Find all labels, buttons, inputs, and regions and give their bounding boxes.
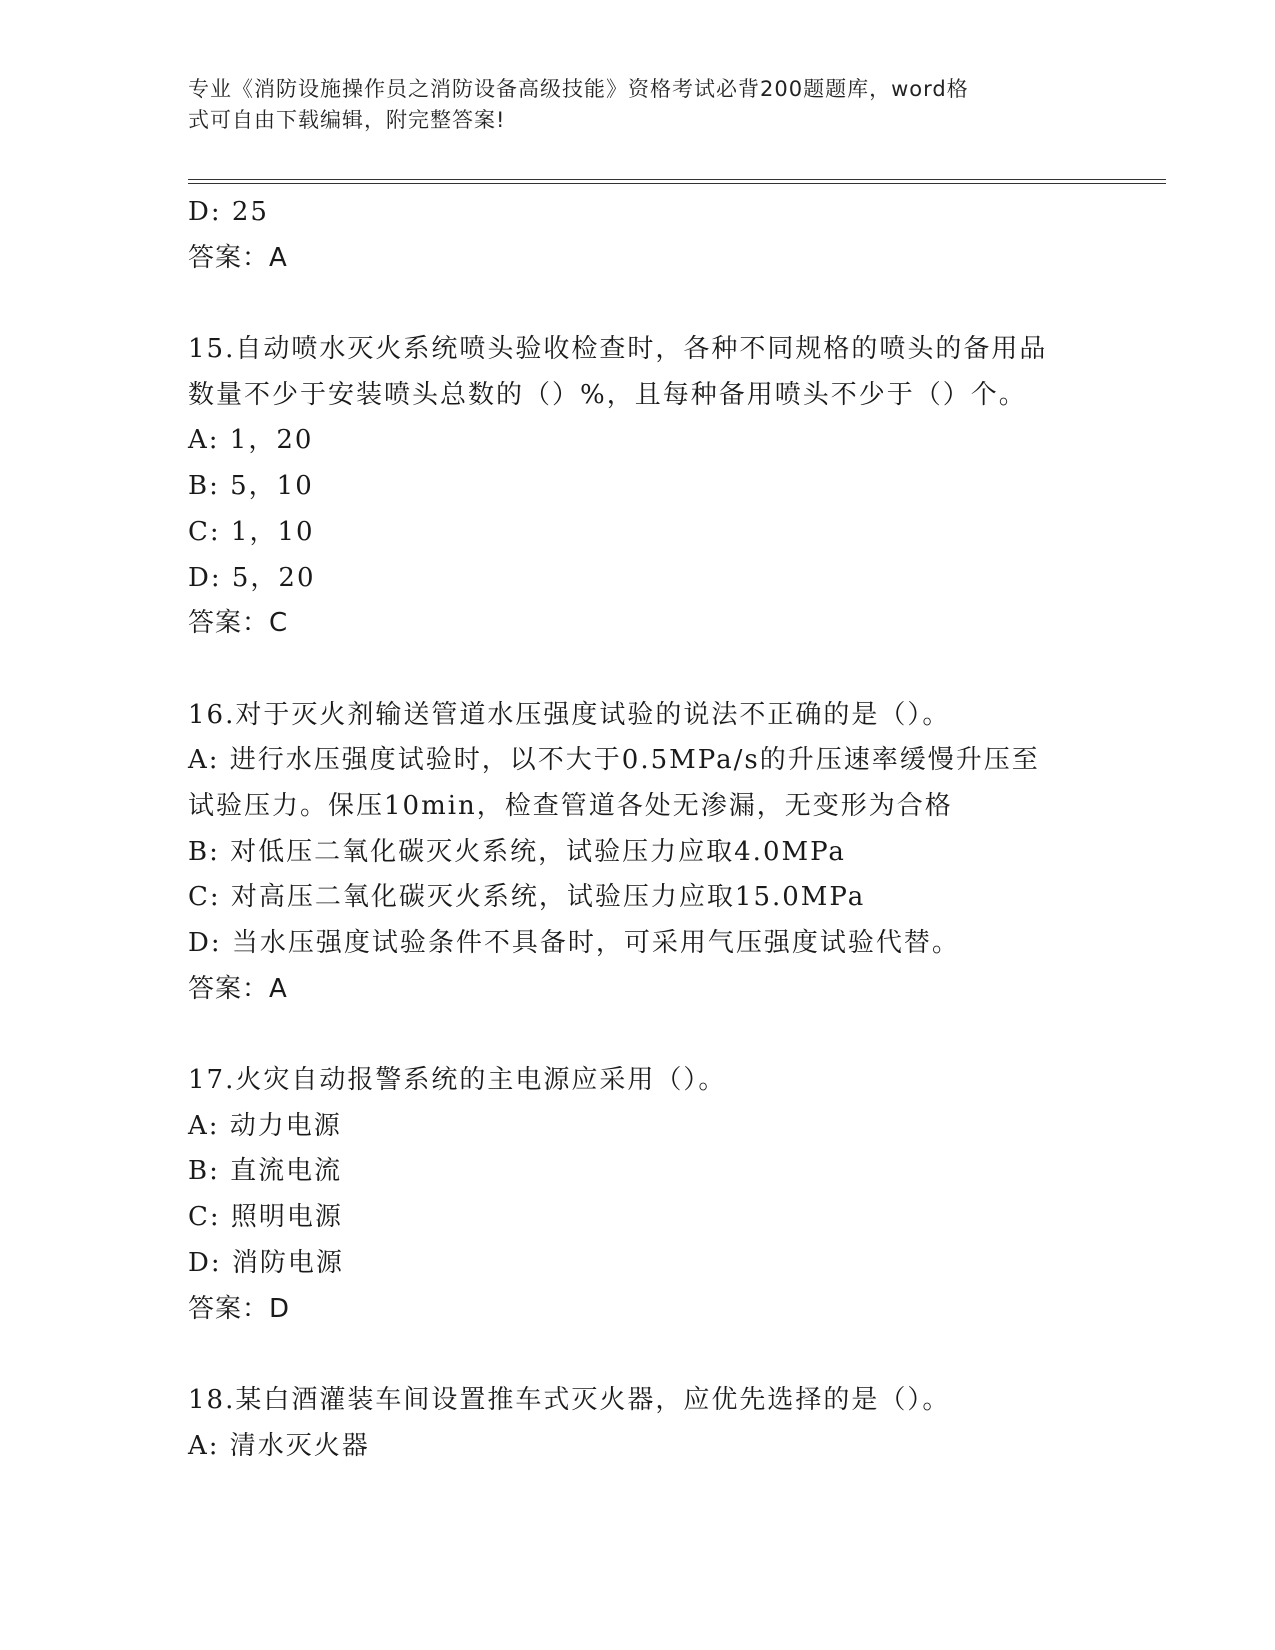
question-18	[188, 1378, 1088, 1469]
answer-line: 答案：A	[188, 242, 288, 273]
option-d: D: 5，20	[188, 562, 316, 593]
question-stem-continued: 数量不少于安装喷头总数的（）%，且每种备用喷头不少于（）个。	[188, 379, 1027, 410]
header-title-line-1: 专业《消防设施操作员之消防设备高级技能》资格考试必背200题题库，word格	[188, 77, 969, 101]
spacer	[188, 1332, 1088, 1378]
header-divider-bottom	[188, 183, 1166, 184]
option-b: B: 直流电流	[188, 1156, 343, 1187]
question-stem: 18.某白酒灌装车间设置推车式灭火器，应优先选择的是（）。	[188, 1384, 951, 1415]
question-stem: 16.对于灭火剂输送管道水压强度试验的说法不正确的是（）。	[188, 699, 951, 730]
spacer	[188, 281, 1088, 327]
option-c: C: 照明电源	[188, 1202, 343, 1233]
question-list	[188, 190, 1088, 1469]
option-d: D: 消防电源	[188, 1247, 344, 1278]
page-header	[188, 74, 1088, 136]
question-16	[188, 693, 1088, 1013]
option-c: C: 1，10	[188, 516, 315, 547]
option-a: A: 动力电源	[188, 1110, 342, 1141]
answer-line: 答案：A	[188, 973, 288, 1004]
question-17	[188, 1058, 1088, 1332]
spacer	[188, 647, 1088, 693]
answer-line: 答案：C	[188, 608, 289, 639]
option-d: D: 25	[188, 197, 269, 227]
option-a: A: 清水灭火器	[188, 1430, 370, 1461]
header-title-line-2: 式可自由下载编辑，附完整答案!	[188, 108, 506, 132]
option-d: D: 当水压强度试验条件不具备时，可采用气压强度试验代替。	[188, 928, 960, 958]
header-divider-top	[188, 179, 1166, 180]
answer-line: 答案：D	[188, 1293, 291, 1324]
prev-question-block	[188, 190, 1088, 281]
option-c: C: 对高压二氧化碳灭火系统，试验压力应取15.0MPa	[188, 882, 866, 913]
option-a-continued: 试验压力。保压10min，检查管道各处无渗漏，无变形为合格	[188, 790, 953, 821]
spacer	[188, 1012, 1088, 1058]
question-stem: 15.自动喷水灭火系统喷头验收检查时，各种不同规格的喷头的备用品	[188, 334, 1048, 365]
option-b: B: 对低压二氧化碳灭火系统，试验压力应取4.0MPa	[188, 836, 846, 867]
option-a: A: 进行水压强度试验时，以不大于0.5MPa/s的升压速率缓慢升压至	[188, 745, 1040, 776]
option-b: B: 5，10	[188, 471, 314, 502]
question-15	[188, 327, 1088, 647]
option-a: A: 1，20	[188, 425, 314, 456]
question-stem: 17.火灾自动报警系统的主电源应采用（）。	[188, 1065, 727, 1096]
